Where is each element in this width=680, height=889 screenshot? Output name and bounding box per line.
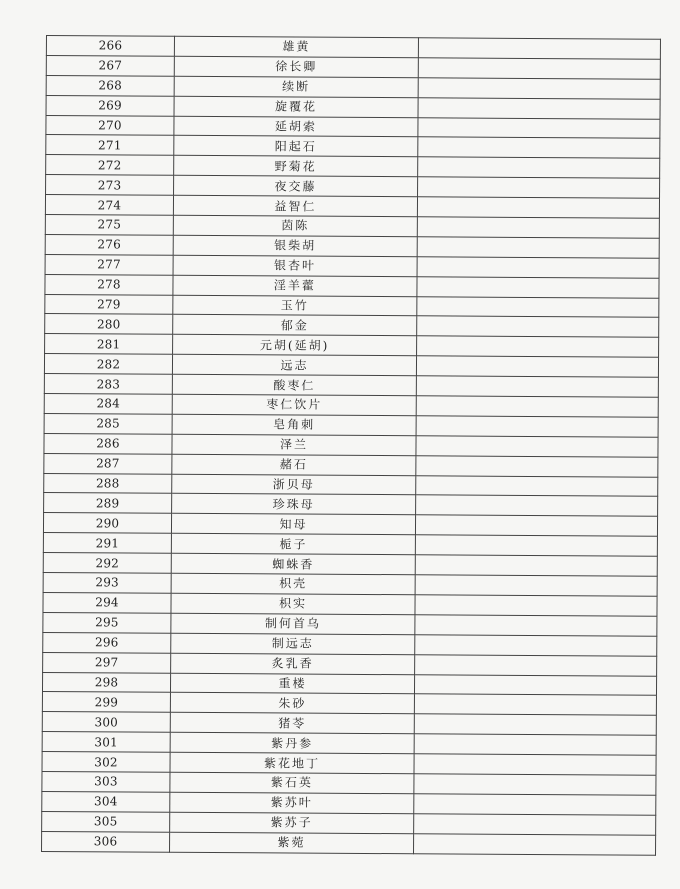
empty-note-cell [415, 654, 657, 675]
empty-note-cell [416, 475, 658, 496]
row-number-cell: 304 [42, 791, 170, 812]
empty-note-cell [415, 595, 657, 616]
row-number-cell: 306 [42, 831, 170, 852]
row-number-cell: 288 [44, 473, 172, 494]
herb-name-cell: 制何首乌 [171, 613, 415, 634]
herb-name-cell: 玉竹 [173, 295, 417, 316]
empty-note-cell [417, 197, 659, 218]
herb-name-cell: 酸枣仁 [172, 374, 416, 395]
herb-table [41, 35, 661, 855]
empty-note-cell [415, 555, 657, 576]
empty-note-cell [417, 276, 659, 297]
empty-note-cell [418, 38, 660, 59]
empty-note-cell [416, 495, 658, 516]
row-number-cell: 270 [46, 115, 174, 136]
empty-note-cell [417, 296, 659, 317]
row-number-cell: 292 [43, 553, 171, 574]
empty-note-cell [414, 674, 656, 695]
herb-name-cell: 蜘蛛香 [171, 553, 415, 574]
empty-note-cell [416, 376, 658, 397]
row-number-cell: 278 [45, 274, 173, 295]
row-number-cell: 285 [44, 413, 172, 434]
row-number-cell: 287 [44, 453, 172, 474]
herb-name-cell: 元胡(延胡) [173, 335, 417, 356]
herb-name-cell: 雄黄 [174, 36, 418, 57]
row-number-cell: 291 [43, 533, 171, 554]
row-number-cell: 294 [43, 592, 171, 613]
empty-note-cell [414, 694, 656, 715]
row-number-cell: 298 [42, 672, 170, 693]
empty-note-cell [414, 813, 656, 834]
herb-name-cell: 知母 [171, 514, 415, 535]
herb-name-cell: 紫苏子 [170, 812, 414, 833]
herb-name-cell: 淫羊藿 [173, 275, 417, 296]
row-number-cell: 299 [42, 692, 170, 713]
row-number-cell: 276 [45, 234, 173, 255]
row-number-cell: 301 [42, 732, 170, 753]
row-number-cell: 296 [43, 632, 171, 653]
herb-name-cell: 阳起石 [174, 136, 418, 157]
herb-name-cell: 珍珠母 [172, 494, 416, 515]
herb-name-cell: 紫苏叶 [170, 792, 414, 813]
row-number-cell: 286 [44, 433, 172, 454]
empty-note-cell [414, 734, 656, 755]
herb-name-cell: 枳壳 [171, 573, 415, 594]
row-number-cell: 272 [46, 155, 174, 176]
row-number-cell: 289 [44, 493, 172, 514]
empty-note-cell [417, 237, 659, 258]
row-number-cell: 280 [45, 314, 173, 335]
herb-name-cell: 徐长卿 [174, 56, 418, 77]
empty-note-cell [416, 455, 658, 476]
row-number-cell: 273 [46, 175, 174, 196]
herb-table-body [42, 36, 661, 855]
empty-note-cell [415, 515, 657, 536]
herb-name-cell: 益智仁 [173, 195, 417, 216]
herb-name-cell: 炙乳香 [171, 653, 415, 674]
empty-note-cell [414, 794, 656, 815]
empty-note-cell [415, 575, 657, 596]
empty-note-cell [417, 257, 659, 278]
herb-name-cell: 紫花地丁 [170, 752, 414, 773]
row-number-cell: 269 [46, 95, 174, 116]
herb-name-cell: 栀子 [171, 534, 415, 555]
row-number-cell: 267 [46, 55, 174, 76]
empty-note-cell [418, 177, 660, 198]
herb-name-cell: 银柴胡 [173, 235, 417, 256]
row-number-cell: 283 [44, 374, 172, 395]
empty-note-cell [418, 157, 660, 178]
row-number-cell: 275 [45, 215, 173, 236]
empty-note-cell [416, 396, 658, 417]
row-number-cell: 268 [46, 75, 174, 96]
row-number-cell: 295 [43, 612, 171, 633]
row-number-cell: 302 [42, 752, 170, 773]
empty-note-cell [418, 78, 660, 99]
herb-name-cell: 枣仁饮片 [172, 394, 416, 415]
row-number-cell: 271 [46, 135, 174, 156]
herb-name-cell: 紫丹参 [170, 732, 414, 753]
table-row [42, 831, 656, 855]
herb-name-cell: 朱砂 [170, 693, 414, 714]
herb-name-cell: 紫菀 [170, 832, 414, 853]
row-number-cell: 290 [43, 513, 171, 534]
row-number-cell: 277 [45, 254, 173, 275]
empty-note-cell [417, 217, 659, 238]
empty-note-cell [416, 416, 658, 437]
herb-name-cell: 赭石 [172, 454, 416, 475]
empty-note-cell [417, 316, 659, 337]
empty-note-cell [415, 634, 657, 655]
herb-name-cell: 夜交藤 [174, 176, 418, 197]
row-number-cell: 282 [44, 354, 172, 375]
herb-name-cell: 皂角刺 [172, 414, 416, 435]
row-number-cell: 297 [43, 652, 171, 673]
row-number-cell: 266 [46, 36, 174, 57]
herb-name-cell: 续断 [174, 76, 418, 97]
empty-note-cell [415, 535, 657, 556]
row-number-cell: 305 [42, 811, 170, 832]
row-number-cell: 274 [45, 195, 173, 216]
empty-note-cell [416, 356, 658, 377]
empty-note-cell [414, 774, 656, 795]
herb-name-cell: 茵陈 [173, 215, 417, 236]
row-number-cell: 279 [45, 294, 173, 315]
herb-name-cell: 旋覆花 [174, 96, 418, 117]
herb-name-cell: 制远志 [171, 633, 415, 654]
empty-note-cell [415, 615, 657, 636]
empty-note-cell [414, 754, 656, 775]
herb-name-cell: 郁金 [173, 315, 417, 336]
herb-name-cell: 枳实 [171, 593, 415, 614]
herb-name-cell: 浙贝母 [172, 474, 416, 495]
herb-name-cell: 银杏叶 [173, 255, 417, 276]
herb-name-cell: 野菊花 [174, 156, 418, 177]
row-number-cell: 281 [45, 334, 173, 355]
empty-note-cell [418, 58, 660, 79]
empty-note-cell [418, 117, 660, 138]
empty-note-cell [418, 97, 660, 118]
herb-name-cell: 远志 [172, 355, 416, 376]
herb-name-cell: 泽兰 [172, 434, 416, 455]
herb-name-cell: 延胡索 [174, 116, 418, 137]
empty-note-cell [418, 137, 660, 158]
herb-name-cell: 猪苓 [170, 713, 414, 734]
herb-name-cell: 重楼 [170, 673, 414, 694]
empty-note-cell [416, 436, 658, 457]
empty-note-cell [417, 336, 659, 357]
row-number-cell: 293 [43, 573, 171, 594]
row-number-cell: 303 [42, 771, 170, 792]
row-number-cell: 300 [42, 712, 170, 733]
empty-note-cell [414, 833, 656, 854]
empty-note-cell [414, 714, 656, 735]
herb-name-cell: 紫石英 [170, 772, 414, 793]
row-number-cell: 284 [44, 394, 172, 415]
